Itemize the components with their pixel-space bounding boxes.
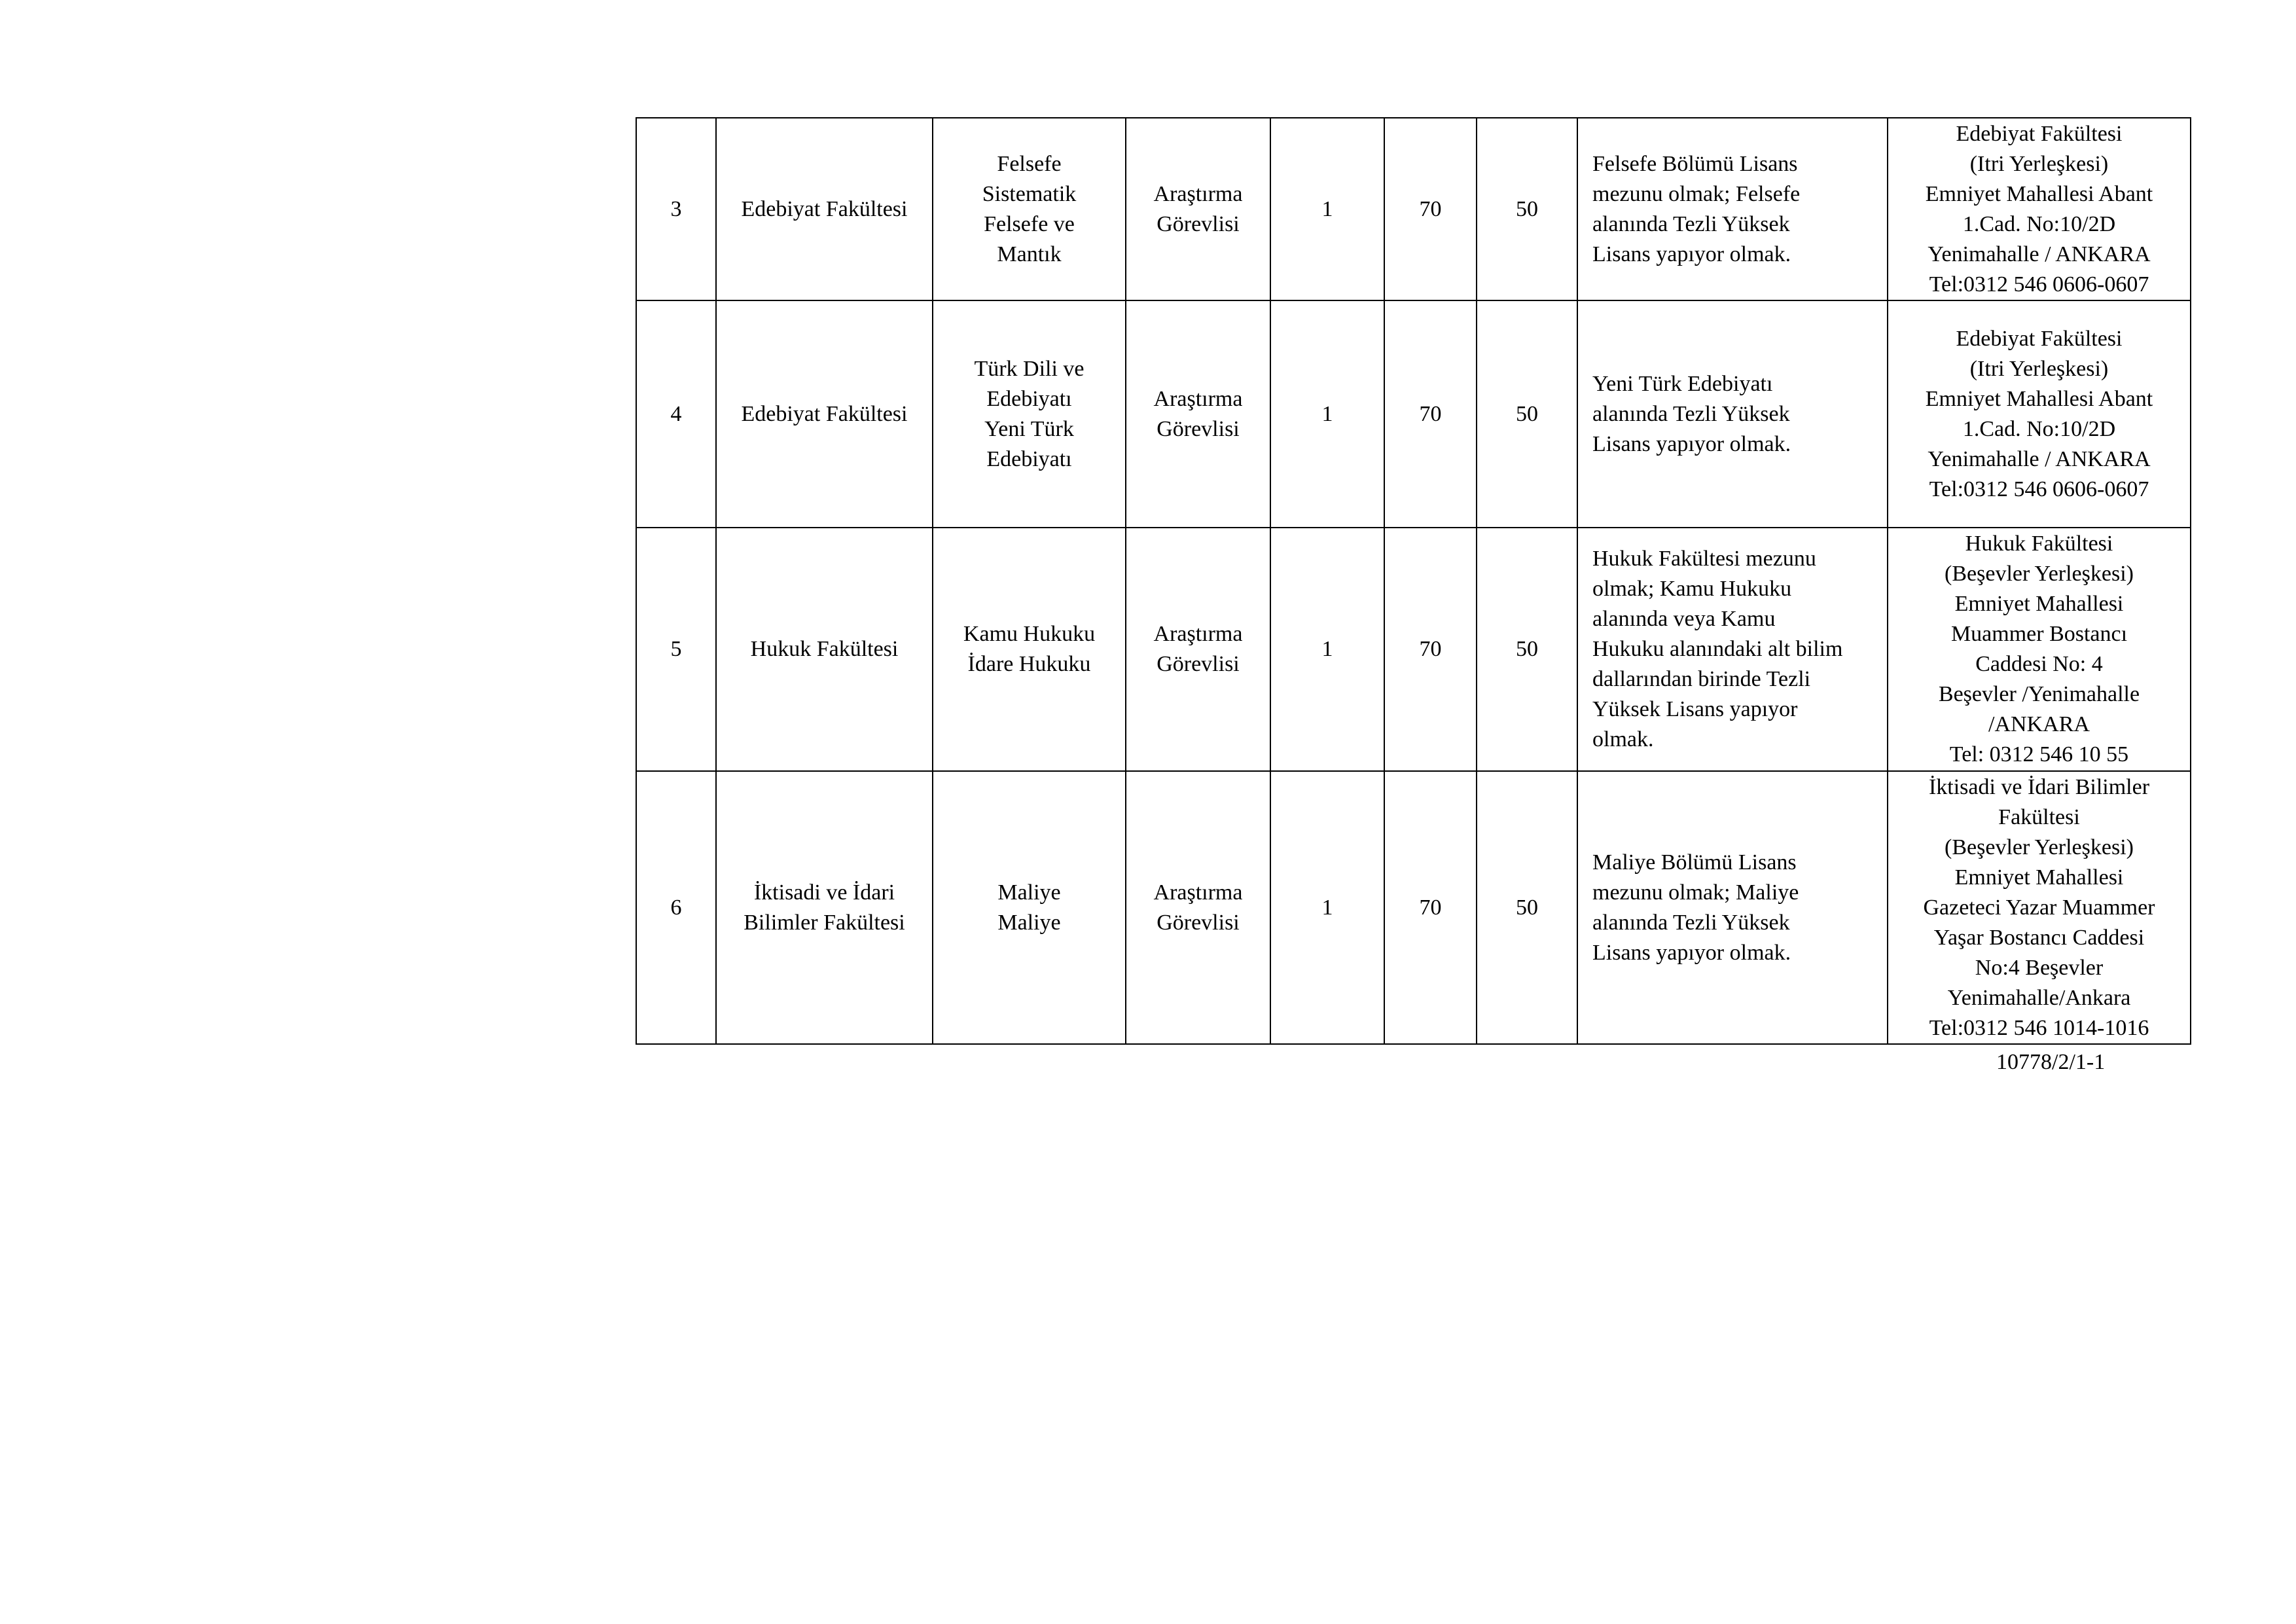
position-title-line: Araştırma bbox=[1153, 622, 1243, 646]
score-b-cell bbox=[1477, 771, 1577, 1044]
qualification-line: Felsefe Bölümü Lisans bbox=[1592, 151, 1798, 176]
faculty-line: Bilimler Fakültesi bbox=[744, 910, 905, 935]
address-line: İktisadi ve İdari Bilimler bbox=[1928, 774, 2150, 799]
qualification-line: Maliye Bölümü Lisans bbox=[1592, 850, 1797, 875]
address-line: Tel:0312 546 1014-1016 bbox=[1929, 1015, 2149, 1040]
address-line: Caddesi No: 4 bbox=[1975, 652, 2103, 676]
position-title-cell bbox=[1126, 300, 1270, 528]
table-row bbox=[636, 118, 2191, 300]
qualification-cell bbox=[1577, 118, 1888, 300]
qualification-line: olmak; Kamu Hukuku bbox=[1592, 577, 1792, 601]
score-b-cell bbox=[1477, 528, 1577, 771]
qualification-line: Lisans yapıyor olmak. bbox=[1592, 242, 1791, 266]
department-line: Maliye bbox=[997, 910, 1061, 935]
staff-position-table bbox=[636, 117, 2191, 1045]
address-line: /ANKARA bbox=[1988, 712, 2090, 736]
row-number-value: 5 bbox=[670, 637, 682, 661]
department-line: Felsefe bbox=[997, 151, 1062, 176]
position-count-cell bbox=[1270, 300, 1384, 528]
position-count-value: 1 bbox=[1321, 895, 1333, 920]
row-number-cell bbox=[636, 118, 716, 300]
score-a-value: 70 bbox=[1419, 637, 1442, 661]
address-cell bbox=[1888, 118, 2191, 300]
qualification-line: dallarından birinde Tezli bbox=[1592, 667, 1811, 691]
address-line: Fakültesi bbox=[1998, 804, 2080, 829]
department-line: Maliye bbox=[997, 880, 1061, 905]
position-count-value: 1 bbox=[1321, 196, 1333, 221]
faculty-cell bbox=[716, 771, 933, 1044]
department-line: Edebiyatı bbox=[986, 446, 1072, 471]
address-line: Tel: 0312 546 10 55 bbox=[1949, 742, 2129, 767]
qualification-line: alanında veya Kamu bbox=[1592, 607, 1776, 631]
qualification-line: alanında Tezli Yüksek bbox=[1592, 211, 1790, 236]
row-number-cell bbox=[636, 771, 716, 1044]
score-b-value: 50 bbox=[1516, 895, 1538, 920]
position-title-cell bbox=[1126, 118, 1270, 300]
address-line: Yenimahalle/Ankara bbox=[1947, 985, 2131, 1010]
department-line: Kamu Hukuku bbox=[963, 622, 1096, 646]
qualification-line: Yeni Türk Edebiyatı bbox=[1592, 371, 1773, 396]
row-number-value: 6 bbox=[670, 895, 682, 920]
score-a-value: 70 bbox=[1419, 196, 1442, 221]
qualification-line: alanında Tezli Yüksek bbox=[1592, 401, 1790, 426]
department-line: İdare Hukuku bbox=[967, 652, 1091, 676]
position-count-cell bbox=[1270, 771, 1384, 1044]
address-line: Edebiyat Fakültesi bbox=[1956, 326, 2123, 351]
position-count-cell bbox=[1270, 528, 1384, 771]
address-line: Gazeteci Yazar Muammer bbox=[1923, 895, 2155, 920]
qualification-cell bbox=[1577, 771, 1888, 1044]
faculty-line: Edebiyat Fakültesi bbox=[741, 196, 908, 221]
address-line: (Beşevler Yerleşkesi) bbox=[1945, 562, 2134, 586]
address-line: Muammer Bostancı bbox=[1950, 622, 2128, 646]
qualification-line: Hukuku alanındaki alt bilim bbox=[1592, 637, 1843, 661]
department-line: Türk Dili ve bbox=[974, 356, 1085, 381]
table-row bbox=[636, 300, 2191, 528]
qualification-line: olmak. bbox=[1592, 727, 1654, 751]
address-line: Yaşar Bostancı Caddesi bbox=[1933, 925, 2145, 950]
score-b-cell bbox=[1477, 300, 1577, 528]
address-line: Emniyet Mahallesi bbox=[1954, 592, 2124, 616]
position-title-line: Görevlisi bbox=[1157, 910, 1240, 935]
address-cell bbox=[1888, 771, 2191, 1044]
address-line: 1.Cad. No:10/2D bbox=[1962, 211, 2116, 236]
address-line: Yenimahalle / ANKARA bbox=[1928, 242, 2151, 266]
position-title-line: Görevlisi bbox=[1157, 652, 1240, 676]
score-b-value: 50 bbox=[1516, 196, 1538, 221]
department-cell bbox=[933, 528, 1126, 771]
address-line: Beşevler /Yenimahalle bbox=[1938, 682, 2140, 706]
faculty-cell bbox=[716, 118, 933, 300]
position-title-line: Görevlisi bbox=[1157, 211, 1240, 236]
address-line: 1.Cad. No:10/2D bbox=[1962, 416, 2116, 441]
qualification-line: alanında Tezli Yüksek bbox=[1592, 910, 1790, 935]
address-line: Tel:0312 546 0606-0607 bbox=[1929, 272, 2149, 297]
faculty-line: Hukuk Fakültesi bbox=[750, 637, 899, 661]
row-number-value: 4 bbox=[670, 401, 682, 426]
qualification-line: mezunu olmak; Felsefe bbox=[1592, 181, 1801, 206]
position-title-line: Araştırma bbox=[1153, 181, 1243, 206]
qualification-line: Lisans yapıyor olmak. bbox=[1592, 431, 1791, 456]
address-cell bbox=[1888, 300, 2191, 528]
address-line: Edebiyat Fakültesi bbox=[1956, 121, 2123, 146]
score-a-cell bbox=[1384, 771, 1477, 1044]
row-number-cell bbox=[636, 300, 716, 528]
department-line: Felsefe ve bbox=[984, 211, 1075, 236]
address-line: Tel:0312 546 0606-0607 bbox=[1929, 477, 2149, 501]
row-number-value: 3 bbox=[670, 196, 682, 221]
qualification-line: Lisans yapıyor olmak. bbox=[1592, 940, 1791, 965]
score-b-value: 50 bbox=[1516, 637, 1538, 661]
department-cell bbox=[933, 118, 1126, 300]
address-line: Hukuk Fakültesi bbox=[1965, 532, 2113, 556]
address-line: Emniyet Mahallesi Abant bbox=[1925, 386, 2153, 411]
faculty-cell bbox=[716, 300, 933, 528]
score-b-value: 50 bbox=[1516, 401, 1538, 426]
position-title-cell bbox=[1126, 771, 1270, 1044]
table-body bbox=[636, 118, 2191, 1044]
score-a-cell bbox=[1384, 118, 1477, 300]
qualification-cell bbox=[1577, 528, 1888, 771]
qualification-line: Hukuk Fakültesi mezunu bbox=[1592, 547, 1816, 571]
document-reference-number: 10778/2/1-1 bbox=[1996, 1050, 2106, 1074]
address-line: Yenimahalle / ANKARA bbox=[1928, 446, 2151, 471]
table-row bbox=[636, 771, 2191, 1044]
address-line: (Itri Yerleşkesi) bbox=[1969, 151, 2109, 176]
position-count-cell bbox=[1270, 118, 1384, 300]
score-b-cell bbox=[1477, 118, 1577, 300]
faculty-cell bbox=[716, 528, 933, 771]
score-a-value: 70 bbox=[1419, 401, 1442, 426]
score-a-cell bbox=[1384, 300, 1477, 528]
address-cell bbox=[1888, 528, 2191, 771]
row-number-cell bbox=[636, 528, 716, 771]
score-a-cell bbox=[1384, 528, 1477, 771]
table-row bbox=[636, 528, 2191, 771]
position-title-cell bbox=[1126, 528, 1270, 771]
qualification-line: Yüksek Lisans yapıyor bbox=[1592, 697, 1798, 721]
score-a-value: 70 bbox=[1419, 895, 1442, 920]
qualification-line: mezunu olmak; Maliye bbox=[1592, 880, 1799, 905]
department-cell bbox=[933, 300, 1126, 528]
department-line: Sistematik bbox=[982, 181, 1077, 206]
faculty-line: İktisadi ve İdari bbox=[753, 880, 895, 905]
department-line: Mantık bbox=[997, 242, 1062, 266]
position-title-line: Görevlisi bbox=[1157, 416, 1240, 441]
address-line: (Beşevler Yerleşkesi) bbox=[1945, 835, 2134, 859]
address-line: (Itri Yerleşkesi) bbox=[1969, 356, 2109, 381]
address-line: Emniyet Mahallesi Abant bbox=[1925, 181, 2153, 206]
faculty-line: Edebiyat Fakültesi bbox=[741, 401, 908, 426]
position-count-value: 1 bbox=[1321, 401, 1333, 426]
address-line: Emniyet Mahallesi bbox=[1954, 865, 2124, 890]
department-line: Edebiyatı bbox=[986, 386, 1072, 411]
department-cell bbox=[933, 771, 1126, 1044]
department-line: Yeni Türk bbox=[984, 416, 1074, 441]
position-title-line: Araştırma bbox=[1153, 880, 1243, 905]
qualification-cell bbox=[1577, 300, 1888, 528]
position-title-line: Araştırma bbox=[1153, 386, 1243, 411]
position-count-value: 1 bbox=[1321, 637, 1333, 661]
address-line: No:4 Beşevler bbox=[1975, 955, 2104, 980]
